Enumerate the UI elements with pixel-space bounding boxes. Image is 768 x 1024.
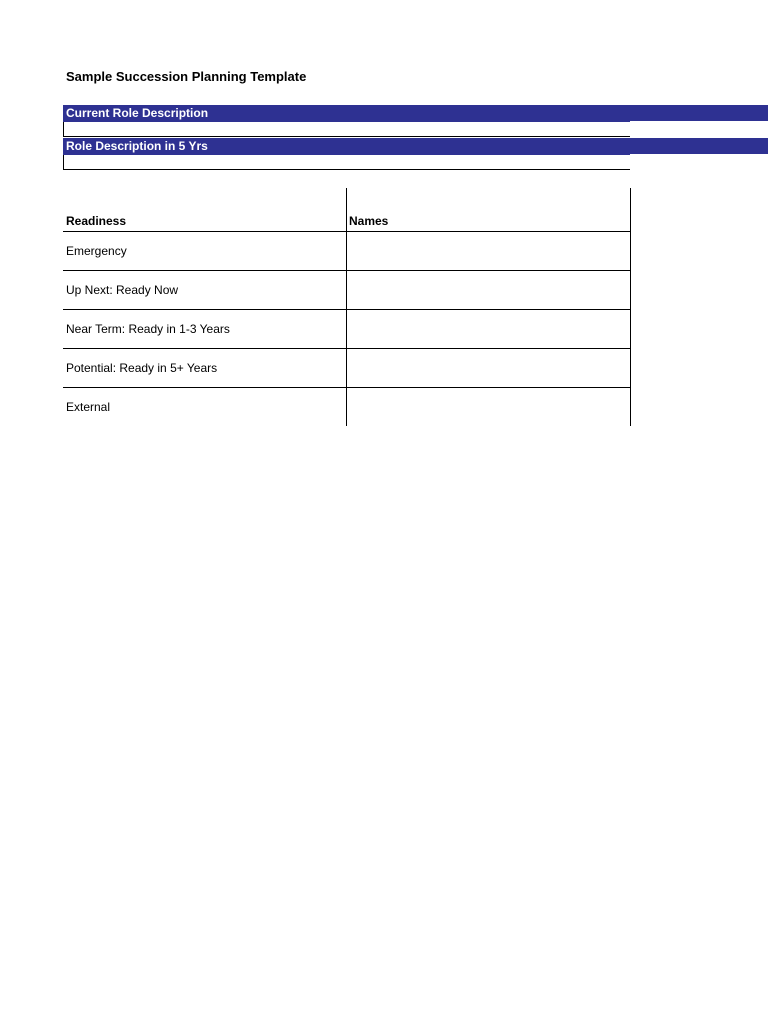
table-row bbox=[63, 271, 631, 310]
future-role-label: Role Description in 5 Yrs bbox=[66, 139, 208, 153]
table-right-border bbox=[630, 388, 631, 426]
table-right-border bbox=[630, 188, 631, 231]
table-header-row bbox=[63, 188, 631, 232]
column-divider bbox=[346, 310, 347, 348]
readiness-column-header: Readiness bbox=[66, 214, 127, 228]
table-row bbox=[63, 349, 631, 388]
table-row bbox=[63, 232, 631, 271]
readiness-cell: Emergency bbox=[66, 244, 127, 258]
column-divider bbox=[346, 232, 347, 270]
current-role-label: Current Role Description bbox=[66, 106, 209, 120]
table-right-border bbox=[630, 232, 631, 270]
current-role-input-cell[interactable] bbox=[63, 122, 630, 137]
column-divider bbox=[346, 188, 347, 231]
future-role-input-cell[interactable] bbox=[63, 155, 630, 170]
current-role-header bbox=[63, 105, 768, 122]
band-divider bbox=[630, 121, 768, 122]
table-right-border bbox=[630, 310, 631, 348]
readiness-cell: Potential: Ready in 5+ Years bbox=[66, 361, 218, 375]
readiness-cell: External bbox=[66, 400, 111, 414]
band-divider bbox=[630, 154, 768, 155]
column-divider bbox=[346, 388, 347, 426]
readiness-cell: Up Next: Ready Now bbox=[66, 283, 179, 297]
column-divider bbox=[346, 349, 347, 387]
future-role-header bbox=[63, 138, 768, 155]
readiness-table bbox=[63, 188, 631, 426]
table-right-border bbox=[630, 271, 631, 309]
names-column-header: Names bbox=[349, 214, 389, 228]
page-title: Sample Succession Planning Template bbox=[66, 69, 307, 84]
table-row bbox=[63, 388, 631, 426]
column-divider bbox=[346, 271, 347, 309]
table-right-border bbox=[630, 349, 631, 387]
table-row bbox=[63, 310, 631, 349]
readiness-cell: Near Term: Ready in 1-3 Years bbox=[66, 322, 230, 336]
